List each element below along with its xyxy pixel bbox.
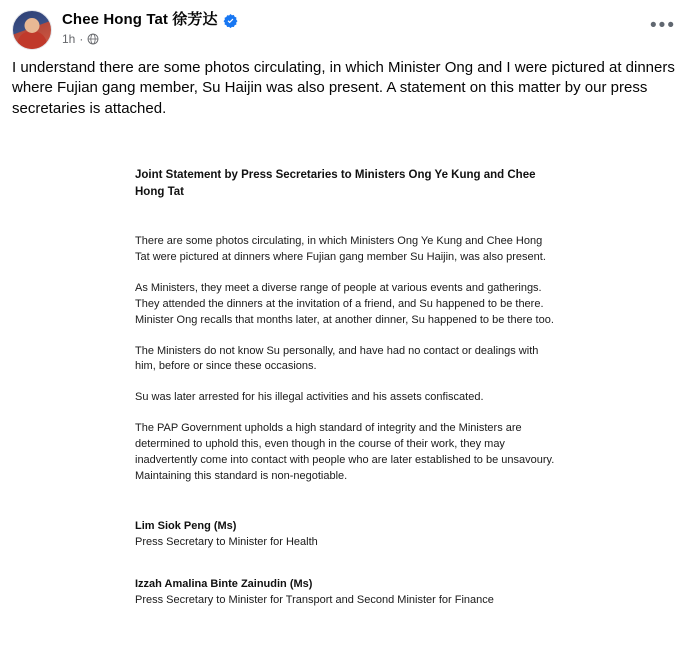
statement-paragraph: Su was later arrested for his illegal activities and his assets confiscated. — [135, 391, 484, 404]
signatory-block — [135, 519, 556, 609]
statement-paragraph: The Ministers do not know Su personally, and have had no contact or dealings with him, before or since these occasions. — [135, 344, 539, 373]
signatory-title: Press Secretary to Minister for Health — [135, 536, 318, 549]
attached-statement-image[interactable] — [0, 129, 691, 655]
signatory-title: Press Secretary to Minister for Transport and Second Minister for Finance — [135, 593, 494, 606]
post-author-block — [62, 10, 238, 46]
verified-badge-icon — [223, 13, 238, 28]
statement-paragraph: The PAP Government upholds a high standard of integrity and the Ministers are determined to uphold this, even though in the course of their work, they may inadvertently come into contact with people who are later established to be unsavoury. Maintaining this standard is non-negotiable. — [135, 422, 555, 483]
signatory-name: Lim Siok Peng (Ms) — [135, 520, 237, 533]
statement-paragraph: There are some photos circulating, in which Ministers Ong Ye Kung and Chee Hong Tat were pictured at dinners where Fujian gang member Su Haijin, was also present. — [135, 234, 546, 263]
meta-separator: · — [79, 32, 84, 46]
post-meta — [62, 32, 238, 46]
statement-document — [0, 129, 691, 655]
author-name[interactable]: Chee Hong Tat 徐芳达 — [62, 11, 218, 28]
post-more-options-button[interactable]: ••• — [650, 14, 676, 36]
avatar[interactable] — [12, 10, 52, 50]
post-timestamp[interactable]: 1h — [62, 32, 76, 46]
statement-title: Joint Statement by Press Secretaries to Ministers Ong Ye Kung and Chee Hong Tat — [135, 169, 536, 198]
post-text: I understand there are some photos circulating, in which Minister Ong and I were pictured at dinners where Fujian gang member, Su Haijin was also present. A statement on this matter by our press secretaries is attached. — [12, 59, 675, 117]
statement-paragraph: As Ministers, they meet a diverse range of people at various events and gatherings. They attended the dinners at the invitation of a friend, and Su happened to be there. Minister Ong recalls that months later, at another dinner, Su happened to be there too. — [135, 281, 554, 326]
globe-icon[interactable] — [87, 33, 99, 45]
signatory-name: Izzah Amalina Binte Zainudin (Ms) — [135, 577, 313, 590]
post-header — [0, 0, 691, 50]
author-name-row — [62, 11, 238, 29]
